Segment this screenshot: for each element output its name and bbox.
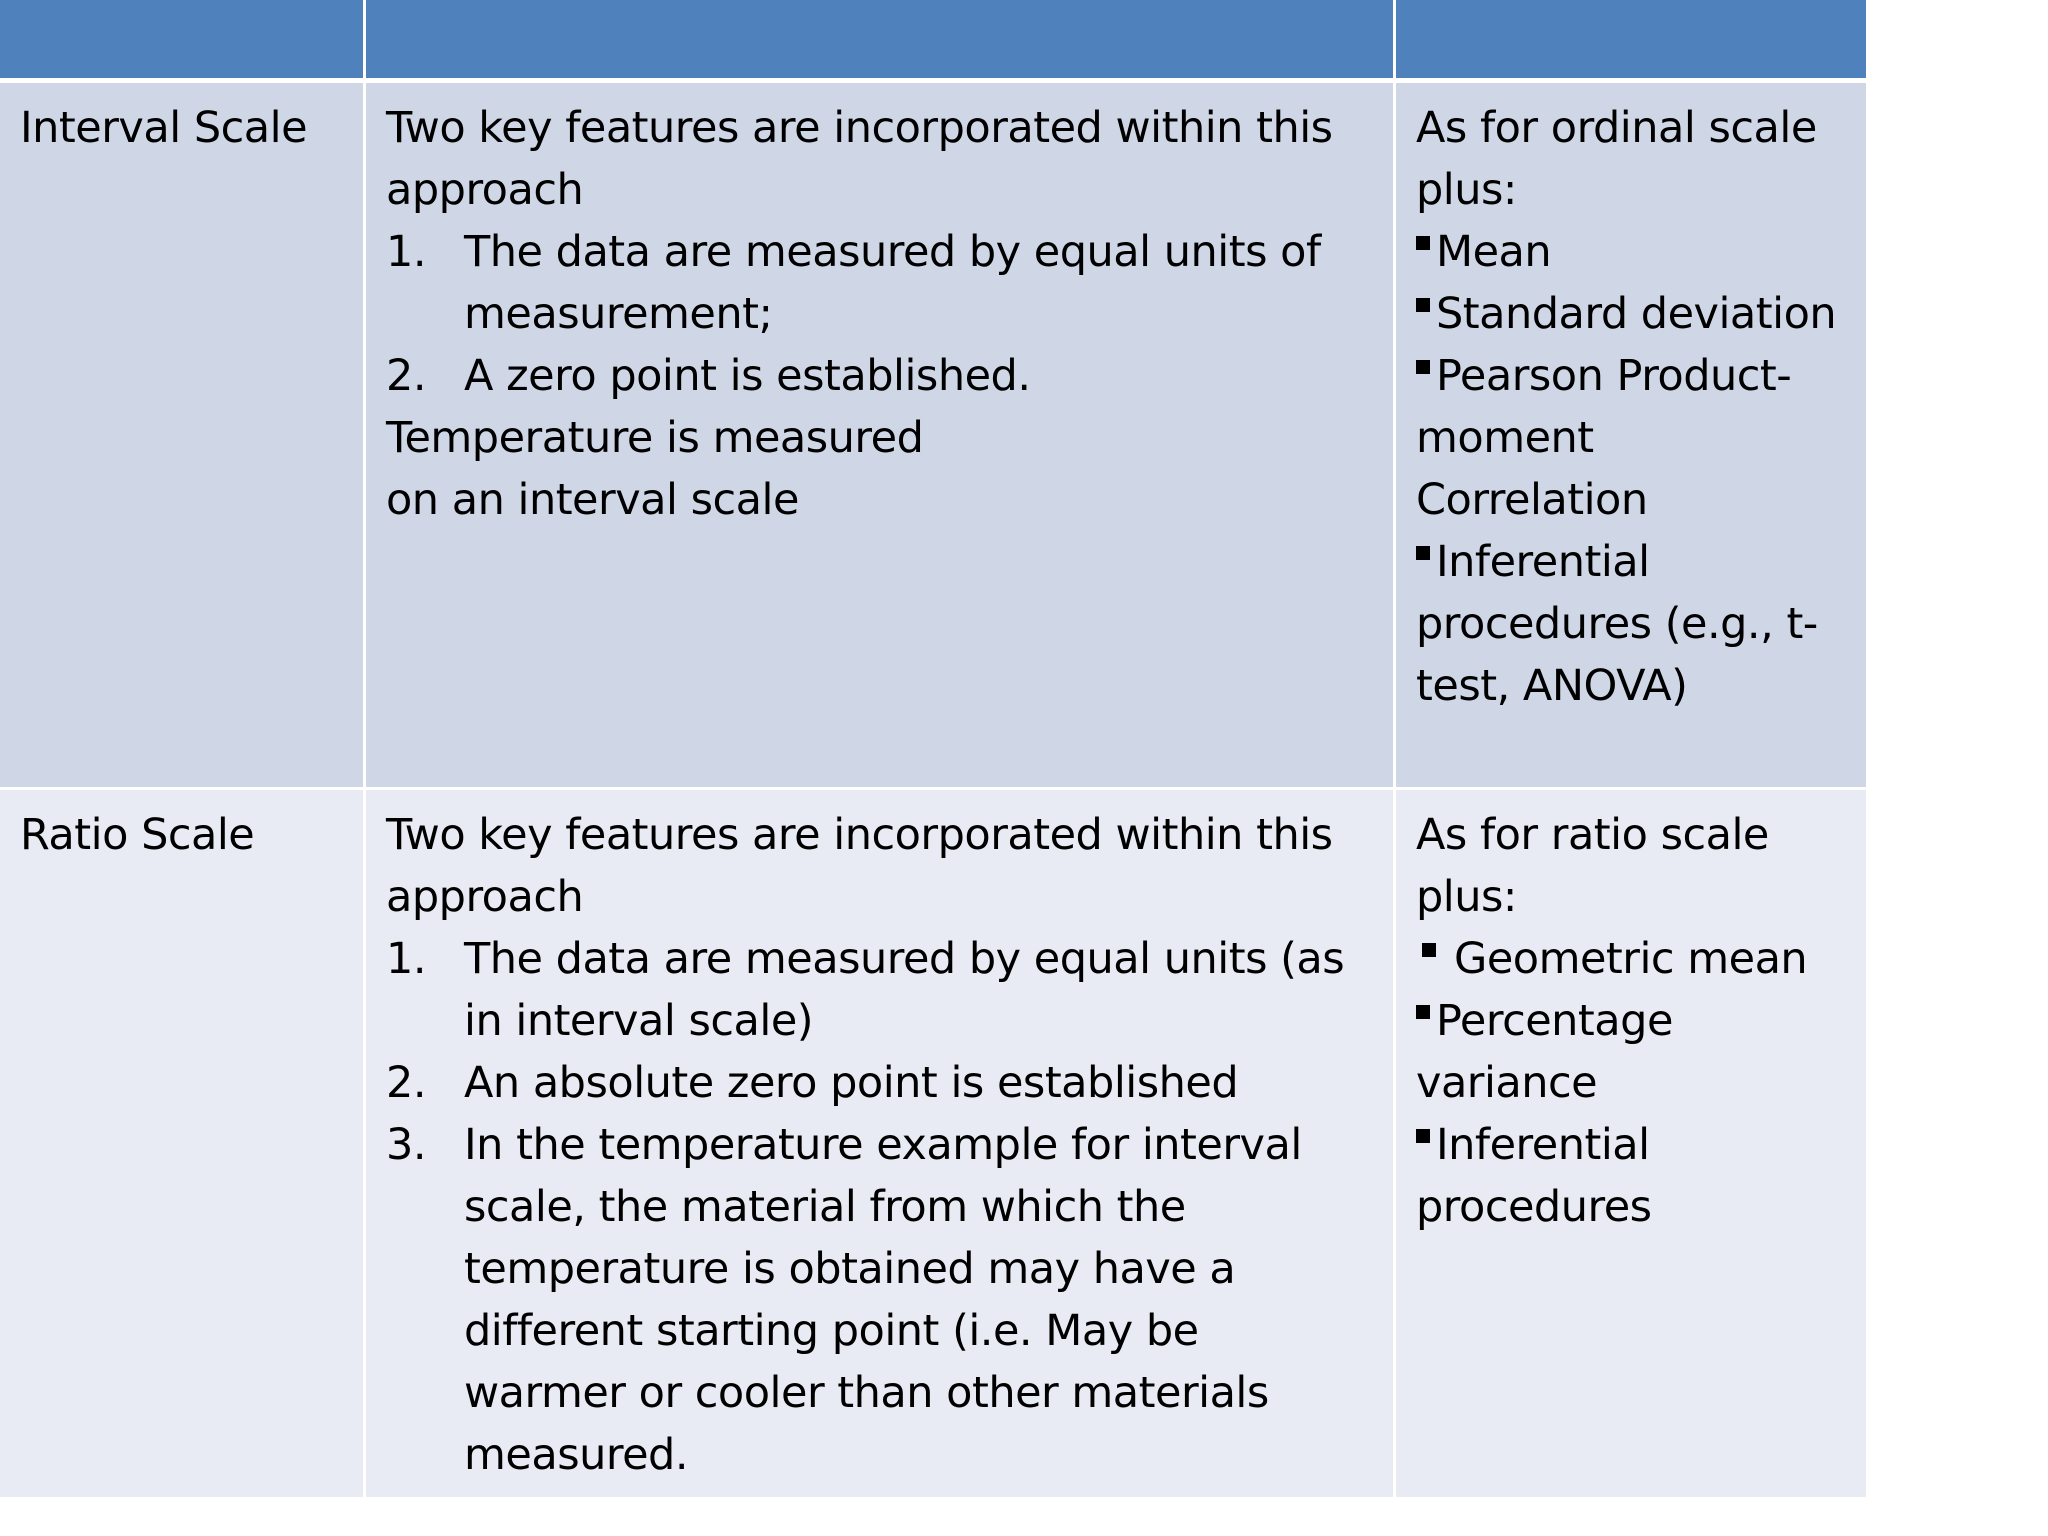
item-text-line: measured. — [464, 1430, 689, 1480]
item-text-line: scale, the material from which the — [464, 1182, 1186, 1232]
square-bullet-icon — [1416, 546, 1430, 560]
description-intro-line: approach — [386, 872, 584, 922]
item-text-line: In the temperature example for interval — [464, 1120, 1302, 1170]
statistic-item — [1416, 1114, 1848, 1176]
statistic-item — [1416, 928, 1848, 990]
numbered-item — [386, 221, 1375, 345]
square-bullet-icon — [1416, 1005, 1430, 1019]
square-bullet-icon — [1416, 1129, 1430, 1143]
header-cell-statistics — [1396, 0, 1866, 83]
numbered-item — [386, 928, 1375, 1052]
square-bullet-icon — [1416, 298, 1430, 312]
statistic-item — [1416, 990, 1848, 1052]
statistic-text: Standard deviation — [1436, 289, 1837, 339]
statistic-text-continued: procedures — [1416, 1182, 1652, 1232]
item-text-line: A zero point is established. — [464, 351, 1031, 401]
item-number: 1. — [386, 934, 427, 984]
item-text-line: temperature is obtained may have a — [464, 1244, 1236, 1294]
numbered-item — [386, 1052, 1375, 1114]
description-intro-line: approach — [386, 165, 584, 215]
item-number: 1. — [386, 227, 427, 277]
statistic-text: Pearson Product- — [1436, 351, 1792, 401]
item-text-line: The data are measured by equal units (as — [464, 934, 1345, 984]
numbered-item — [386, 1114, 1375, 1486]
statistic-text-continued: test, ANOVA) — [1416, 661, 1688, 711]
statistic-text: Mean — [1436, 227, 1552, 277]
statistic-text: Inferential — [1436, 537, 1650, 587]
statistic-text-continued: Correlation — [1416, 475, 1648, 525]
scale-name: Ratio Scale — [20, 810, 255, 860]
statistics-intro-line: As for ratio scale — [1416, 810, 1769, 860]
scale-name: Interval Scale — [20, 103, 308, 153]
statistic-text: Inferential — [1436, 1120, 1650, 1170]
header-cell-scale — [0, 0, 366, 83]
table-row-ratio-scale-statistics — [1396, 790, 1866, 1497]
statistic-item — [1416, 283, 1848, 345]
item-text-line: An absolute zero point is established — [464, 1058, 1239, 1108]
item-number: 2. — [386, 351, 427, 401]
description-note-line: Temperature is measured — [386, 413, 924, 463]
statistic-item — [1416, 345, 1848, 407]
table-row-interval-scale-name — [0, 83, 366, 790]
table-row-interval-scale-description — [366, 83, 1396, 790]
description-intro-line: Two key features are incorporated within this — [386, 103, 1333, 153]
statistics-intro-line: As for ordinal scale — [1416, 103, 1817, 153]
statistics-intro-line: plus: — [1416, 165, 1517, 215]
table-row-ratio-scale-name — [0, 790, 366, 1497]
statistic-item — [1416, 531, 1848, 593]
item-text-line: in interval scale) — [464, 996, 814, 1046]
description-note-line: on an interval scale — [386, 475, 799, 525]
table-row-ratio-scale-description — [366, 790, 1396, 1497]
statistic-text: Percentage — [1436, 996, 1673, 1046]
header-cell-description — [366, 0, 1396, 83]
item-number: 3. — [386, 1120, 427, 1170]
item-text-line: warmer or cooler than other materials — [464, 1368, 1269, 1418]
statistic-text-continued: variance — [1416, 1058, 1598, 1108]
statistic-text: Geometric mean — [1454, 934, 1808, 984]
statistic-text-continued: moment — [1416, 413, 1594, 463]
square-bullet-icon — [1416, 236, 1430, 250]
square-bullet-icon — [1416, 360, 1430, 374]
item-text-line: measurement; — [464, 289, 773, 339]
item-text-line: different starting point (i.e. May be — [464, 1306, 1199, 1356]
statistic-text-continued: procedures (e.g., t- — [1416, 599, 1818, 649]
item-number: 2. — [386, 1058, 427, 1108]
numbered-item — [386, 345, 1375, 407]
item-text-line: The data are measured by equal units of — [464, 227, 1321, 277]
description-intro-line: Two key features are incorporated within this — [386, 810, 1333, 860]
statistics-intro-line: plus: — [1416, 872, 1517, 922]
square-bullet-icon — [1422, 943, 1436, 957]
statistic-item — [1416, 221, 1848, 283]
table-row-interval-scale-statistics — [1396, 83, 1866, 790]
